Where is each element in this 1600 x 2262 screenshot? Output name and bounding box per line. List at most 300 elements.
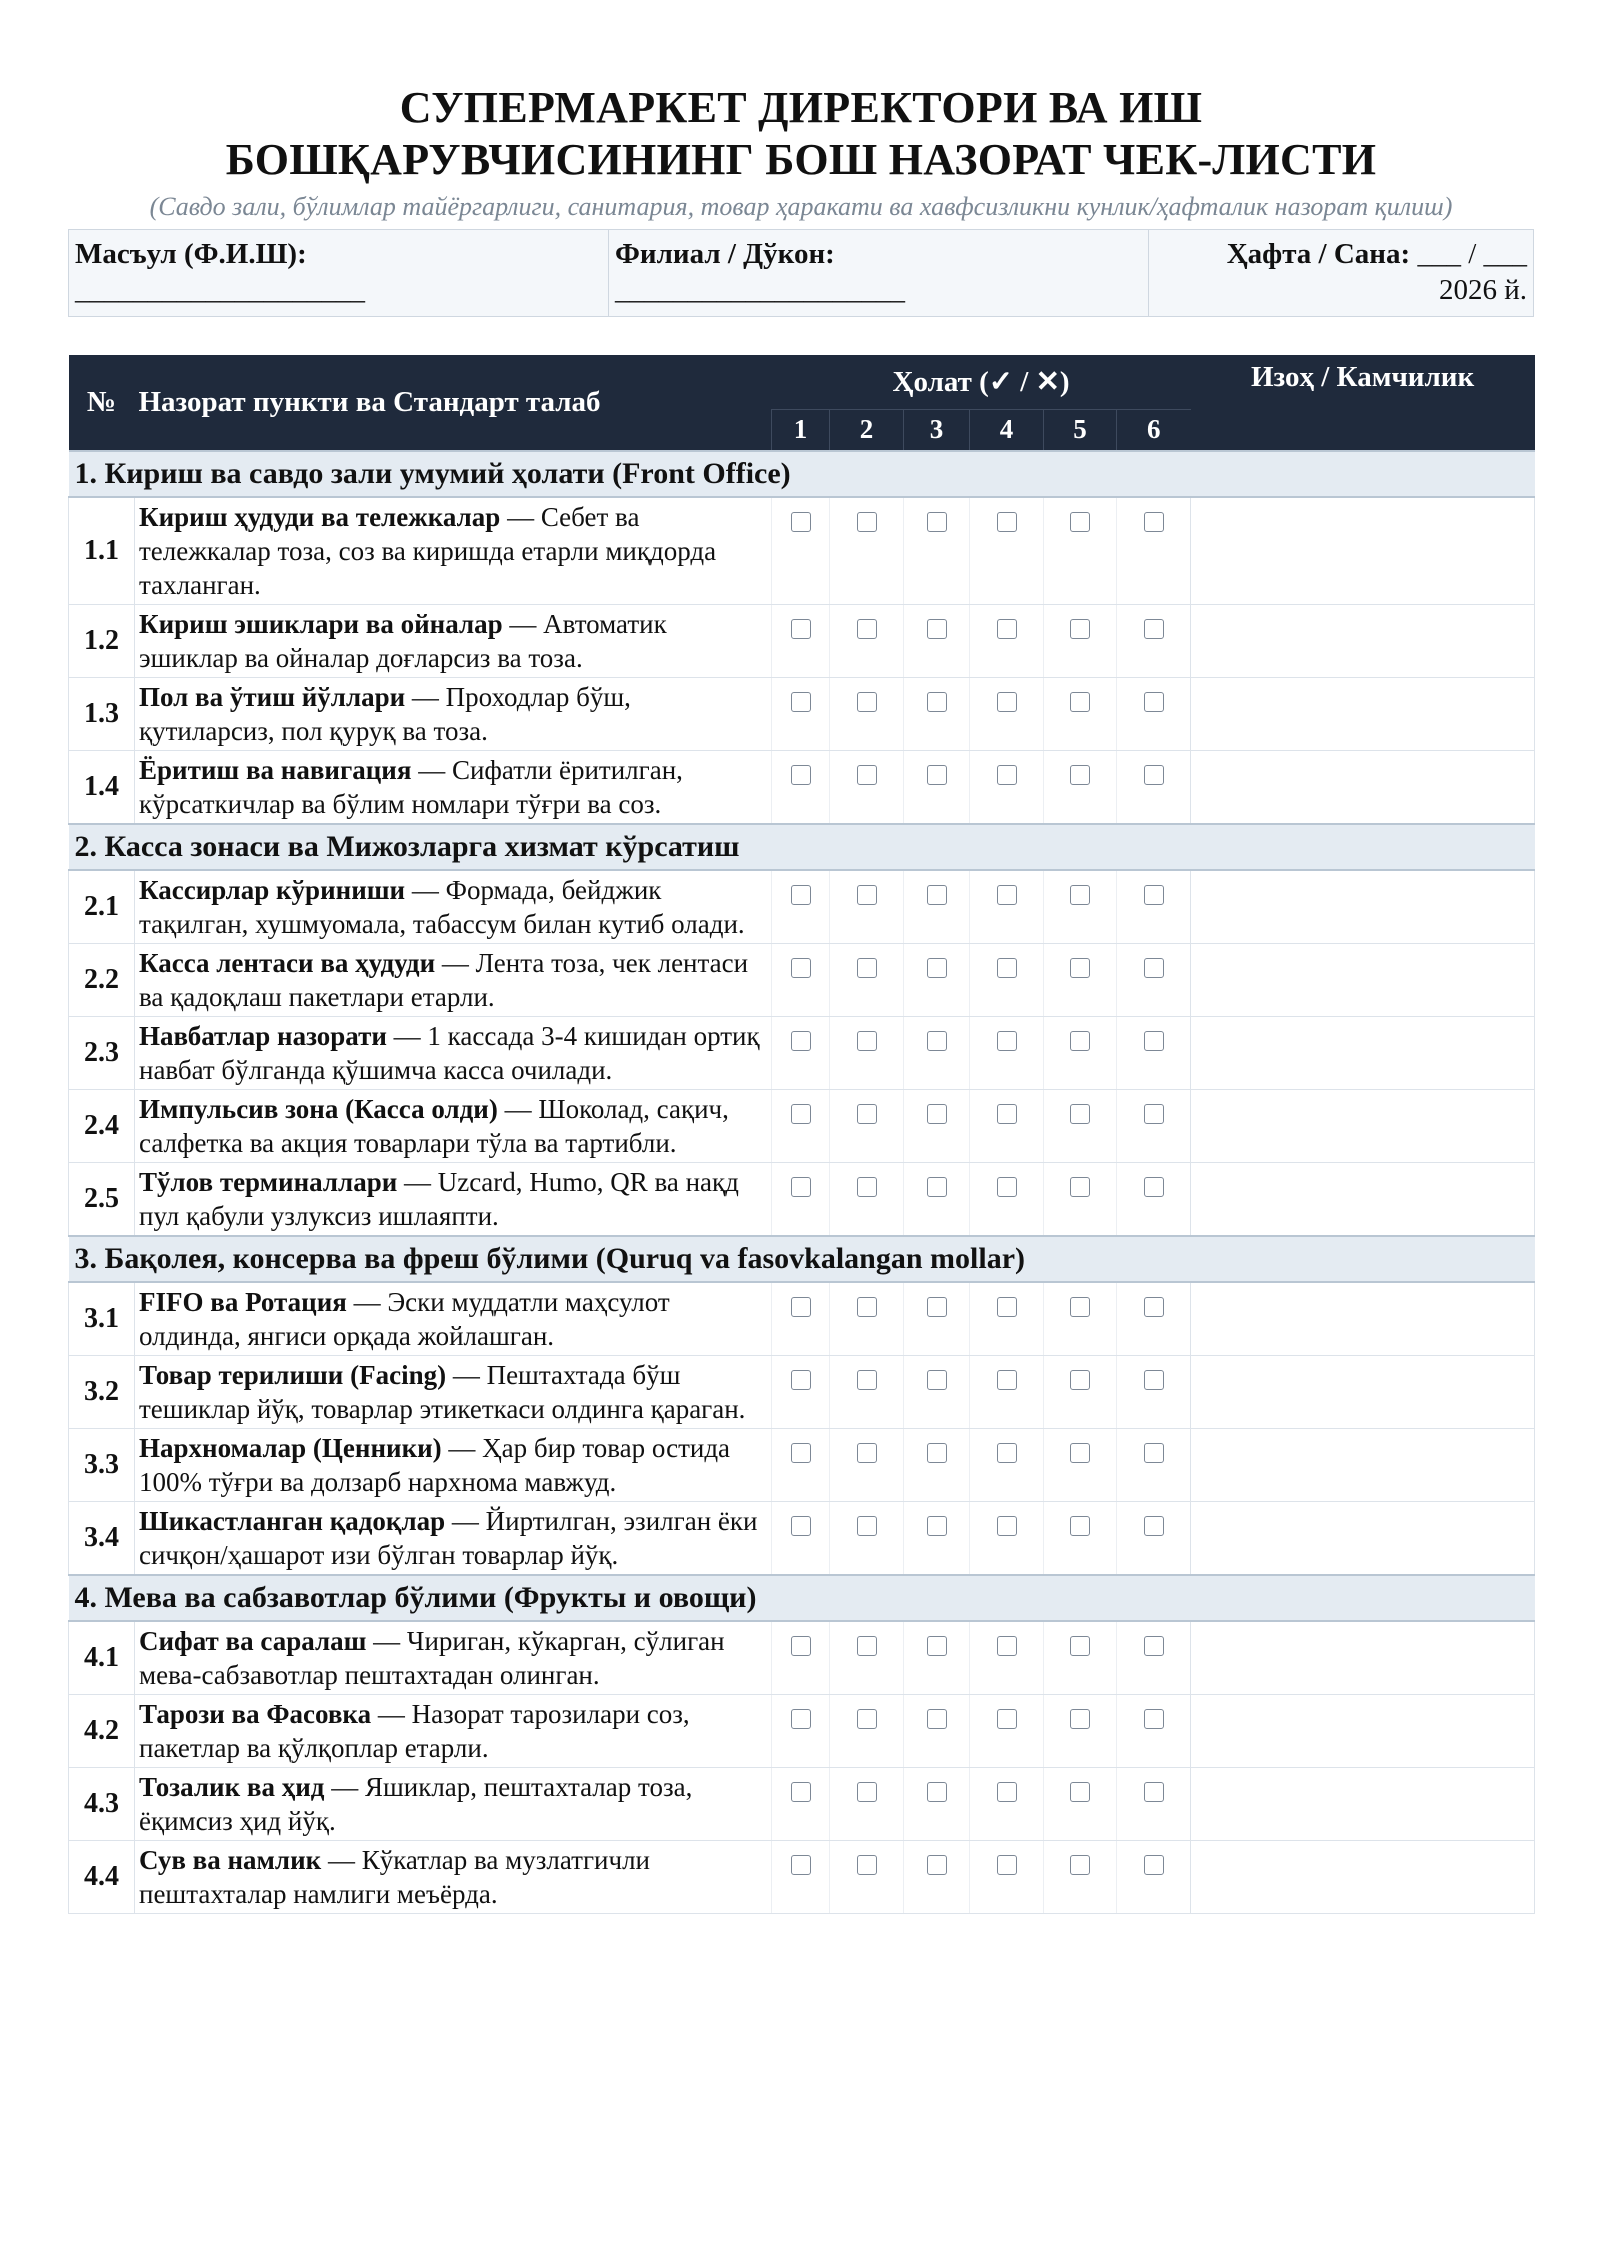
item-number: 4.2 [69, 1695, 135, 1768]
checkbox-day-6[interactable] [1144, 1104, 1164, 1124]
checkbox-day-6[interactable] [1144, 619, 1164, 639]
day-cell [904, 1356, 970, 1429]
item-title: Сув ва намлик [139, 1845, 322, 1875]
checkbox-day-5[interactable] [1070, 1516, 1090, 1536]
checkbox-day-6[interactable] [1144, 1297, 1164, 1317]
checkbox-day-2[interactable] [857, 1370, 877, 1390]
day-cell [904, 605, 970, 678]
day-cell [1044, 678, 1117, 751]
checkbox-day-5[interactable] [1070, 765, 1090, 785]
item-description: — Яшиклар, пештахталар тоза, ёқимсиз ҳид йўқ. [139, 1772, 693, 1836]
day-cell [904, 1163, 970, 1237]
day-cell [1117, 1356, 1191, 1429]
item-number: 4.1 [69, 1621, 135, 1695]
day-cell [772, 1356, 830, 1429]
item-title: Товар терилиши (Facing) [139, 1360, 447, 1390]
checkbox-day-4[interactable] [997, 1031, 1017, 1051]
day-cell [1044, 1163, 1117, 1237]
checkbox-day-3[interactable] [927, 692, 947, 712]
checkbox-day-4[interactable] [997, 885, 1017, 905]
note-cell[interactable] [1191, 1768, 1535, 1841]
day-cell [904, 944, 970, 1017]
day-cell [1044, 1621, 1117, 1695]
day-cell [1117, 870, 1191, 944]
item-description: — Шоколад, сақич, салфетка ва акция товарлари тўла ва тартибли. [139, 1094, 729, 1158]
item-text [135, 1768, 772, 1841]
checkbox-day-2[interactable] [857, 1031, 877, 1051]
day-cell [772, 751, 830, 825]
checkbox-day-5[interactable] [1070, 885, 1090, 905]
checkbox-day-2[interactable] [857, 1782, 877, 1802]
section-title: 1. Кириш ва савдо зали умумий ҳолати (Front Office) [69, 451, 1535, 497]
checkbox-day-4[interactable] [997, 1297, 1017, 1317]
checkbox-day-2[interactable] [857, 1855, 877, 1875]
day-cell [970, 870, 1044, 944]
day-cell [1044, 870, 1117, 944]
checkbox-day-1[interactable] [791, 1443, 811, 1463]
checkbox-day-2[interactable] [857, 1104, 877, 1124]
checkbox-day-5[interactable] [1070, 1855, 1090, 1875]
day-cell [772, 1429, 830, 1502]
note-cell[interactable] [1191, 751, 1535, 825]
checkbox-day-6[interactable] [1144, 1516, 1164, 1536]
day-cell [772, 678, 830, 751]
note-cell[interactable] [1191, 870, 1535, 944]
day-cell [772, 1841, 830, 1914]
day-cell [1117, 1621, 1191, 1695]
day-cell [970, 1695, 1044, 1768]
checkbox-day-6[interactable] [1144, 1782, 1164, 1802]
responsible-field[interactable] [69, 230, 609, 316]
checkbox-day-2[interactable] [857, 958, 877, 978]
item-number: 3.1 [69, 1282, 135, 1356]
day-cell [1044, 1695, 1117, 1768]
day-cell [830, 1163, 904, 1237]
checkbox-day-6[interactable] [1144, 765, 1164, 785]
branch-field[interactable] [609, 230, 1149, 316]
note-cell[interactable] [1191, 605, 1535, 678]
table-row [69, 605, 1535, 678]
page-subtitle: (Савдо зали, бўлимлар тайёргарлиги, санитария, товар ҳаракати ва хавфсизликни кунлик/ҳафталик назорат қилиш) [149, 192, 1453, 221]
checkbox-day-4[interactable] [997, 1370, 1017, 1390]
item-number: 3.4 [69, 1502, 135, 1576]
checkbox-day-2[interactable] [857, 765, 877, 785]
checkbox-day-4[interactable] [997, 1709, 1017, 1729]
checkbox-day-4[interactable] [997, 765, 1017, 785]
item-title: Пол ва ўтиш йўллари [139, 682, 406, 712]
table-row [69, 1502, 1535, 1576]
note-cell[interactable] [1191, 1502, 1535, 1576]
checkbox-day-4[interactable] [997, 958, 1017, 978]
item-number: 1.1 [69, 497, 135, 605]
day-cell [830, 751, 904, 825]
checkbox-day-1[interactable] [791, 1297, 811, 1317]
checkbox-day-2[interactable] [857, 512, 877, 532]
checkbox-day-2[interactable] [857, 1443, 877, 1463]
year-label: 2026 й. [1438, 274, 1527, 306]
header-day-4: 4 [970, 409, 1044, 451]
checkbox-day-1[interactable] [791, 885, 811, 905]
section-title: 4. Мева ва сабзавотлар бўлими (Фрукты и овощи) [69, 1575, 1535, 1621]
item-description: — Проходлар бўш, қутиларсиз, пол қуруқ ва тоза. [139, 682, 631, 746]
checkbox-day-3[interactable] [927, 1516, 947, 1536]
day-cell [970, 1841, 1044, 1914]
table-row [69, 1621, 1535, 1695]
checkbox-day-4[interactable] [997, 1443, 1017, 1463]
day-cell [772, 1695, 830, 1768]
table-row [69, 1356, 1535, 1429]
day-cell [1117, 1768, 1191, 1841]
table-row [69, 1695, 1535, 1768]
item-text [135, 497, 772, 605]
section-header [69, 824, 1535, 870]
checkbox-day-1[interactable] [791, 1782, 811, 1802]
table-row [69, 1282, 1535, 1356]
note-cell[interactable] [1191, 1695, 1535, 1768]
item-number: 3.3 [69, 1429, 135, 1502]
note-cell[interactable] [1191, 1356, 1535, 1429]
day-cell [970, 751, 1044, 825]
note-cell[interactable] [1191, 1841, 1535, 1914]
item-text [135, 1163, 772, 1237]
responsible-blank: ____________________ [75, 274, 365, 306]
day-cell [830, 1090, 904, 1163]
checkbox-day-6[interactable] [1144, 512, 1164, 532]
checkbox-day-4[interactable] [997, 619, 1017, 639]
checkbox-day-2[interactable] [857, 1709, 877, 1729]
checkbox-day-3[interactable] [927, 765, 947, 785]
checkbox-day-1[interactable] [791, 1031, 811, 1051]
day-cell [830, 497, 904, 605]
checkbox-day-1[interactable] [791, 1709, 811, 1729]
day-cell [1117, 1163, 1191, 1237]
responsible-label: Масъул (Ф.И.Ш): [75, 238, 307, 270]
checkbox-day-4[interactable] [997, 1855, 1017, 1875]
table-row [69, 1017, 1535, 1090]
checkbox-day-3[interactable] [927, 1855, 947, 1875]
checkbox-day-4[interactable] [997, 1104, 1017, 1124]
checkbox-day-5[interactable] [1070, 1177, 1090, 1197]
day-cell [1117, 1695, 1191, 1768]
checkbox-day-6[interactable] [1144, 692, 1164, 712]
item-text [135, 1841, 772, 1914]
day-cell [904, 1090, 970, 1163]
checkbox-day-2[interactable] [857, 1297, 877, 1317]
checkbox-day-2[interactable] [857, 692, 877, 712]
day-cell [830, 605, 904, 678]
table-row [69, 1841, 1535, 1914]
day-cell [830, 1841, 904, 1914]
checkbox-day-1[interactable] [791, 1104, 811, 1124]
checkbox-day-5[interactable] [1070, 1782, 1090, 1802]
day-cell [970, 497, 1044, 605]
day-cell [1117, 1017, 1191, 1090]
item-description: — Сифатли ёритилган, кўрсаткичлар ва бўлим номлари тўғри ва соз. [139, 755, 683, 819]
checkbox-day-5[interactable] [1070, 1104, 1090, 1124]
item-number: 2.2 [69, 944, 135, 1017]
day-cell [904, 1282, 970, 1356]
checkbox-day-3[interactable] [927, 885, 947, 905]
table-row [69, 1163, 1535, 1237]
checkbox-day-6[interactable] [1144, 1855, 1164, 1875]
day-cell [970, 605, 1044, 678]
day-cell [1044, 497, 1117, 605]
checkbox-day-3[interactable] [927, 1177, 947, 1197]
checkbox-day-6[interactable] [1144, 885, 1164, 905]
checkbox-day-3[interactable] [927, 958, 947, 978]
day-cell [904, 1017, 970, 1090]
branch-blank: ____________________ [615, 274, 905, 306]
checkbox-day-2[interactable] [857, 619, 877, 639]
day-cell [1044, 1768, 1117, 1841]
item-text [135, 1502, 772, 1576]
checkbox-day-4[interactable] [997, 512, 1017, 532]
header-note: Изоҳ / Камчилик [1191, 355, 1535, 451]
checkbox-day-6[interactable] [1144, 958, 1164, 978]
checkbox-day-5[interactable] [1070, 1370, 1090, 1390]
note-cell[interactable] [1191, 1163, 1535, 1237]
checkbox-day-3[interactable] [927, 1370, 947, 1390]
item-description: — Йиртилган, эзилган ёки сичқон/ҳашарот изи бўлган товарлар йўқ. [139, 1506, 758, 1570]
item-text [135, 1017, 772, 1090]
item-description: — Назорат тарозилари соз, пакетлар ва қўлқоплар етарли. [139, 1699, 690, 1763]
day-cell [772, 1163, 830, 1237]
checkbox-day-4[interactable] [997, 1516, 1017, 1536]
day-cell [904, 497, 970, 605]
day-cell [970, 1768, 1044, 1841]
item-title: FIFO ва Ротация [139, 1287, 347, 1317]
item-number: 2.5 [69, 1163, 135, 1237]
item-description: — Ҳар бир товар остида 100% тўғри ва долзарб нархнома мавжуд. [139, 1433, 731, 1497]
item-text [135, 1090, 772, 1163]
item-number: 1.2 [69, 605, 135, 678]
checkbox-day-1[interactable] [791, 1636, 811, 1656]
checkbox-day-6[interactable] [1144, 1636, 1164, 1656]
checkbox-day-4[interactable] [997, 1636, 1017, 1656]
day-cell [830, 1356, 904, 1429]
item-number: 1.4 [69, 751, 135, 825]
checkbox-day-3[interactable] [927, 1031, 947, 1051]
header-day-6: 6 [1117, 409, 1191, 451]
note-cell[interactable] [1191, 944, 1535, 1017]
day-cell [772, 1621, 830, 1695]
table-row [69, 1429, 1535, 1502]
checkbox-day-5[interactable] [1070, 512, 1090, 532]
item-number: 2.1 [69, 870, 135, 944]
checkbox-day-3[interactable] [927, 619, 947, 639]
checkbox-day-1[interactable] [791, 1855, 811, 1875]
day-cell [904, 1502, 970, 1576]
info-block [68, 229, 1534, 317]
day-cell [772, 1282, 830, 1356]
day-cell [830, 1429, 904, 1502]
day-cell [970, 1429, 1044, 1502]
note-cell[interactable] [1191, 1090, 1535, 1163]
note-cell[interactable] [1191, 1017, 1535, 1090]
item-title: Нархномалар (Ценники) [139, 1433, 442, 1463]
day-cell [904, 1768, 970, 1841]
checkbox-day-1[interactable] [791, 1177, 811, 1197]
item-title: Тарози ва Фасовка [139, 1699, 372, 1729]
checkbox-day-2[interactable] [857, 1516, 877, 1536]
day-cell [1044, 1017, 1117, 1090]
note-cell[interactable] [1191, 678, 1535, 751]
item-text [135, 1356, 772, 1429]
day-cell [904, 1695, 970, 1768]
day-cell [1117, 1090, 1191, 1163]
checkbox-day-6[interactable] [1144, 1177, 1164, 1197]
checkbox-day-5[interactable] [1070, 1636, 1090, 1656]
day-cell [1044, 1429, 1117, 1502]
table-row [69, 497, 1535, 605]
section-title: 2. Касса зонаси ва Мижозларга хизмат кўрсатиш [69, 824, 1535, 870]
checkbox-day-3[interactable] [927, 1443, 947, 1463]
item-text [135, 1695, 772, 1768]
checkbox-day-5[interactable] [1070, 692, 1090, 712]
day-cell [830, 1768, 904, 1841]
section-header [69, 451, 1535, 497]
item-number: 1.3 [69, 678, 135, 751]
day-cell [1117, 497, 1191, 605]
day-cell [830, 870, 904, 944]
day-cell [970, 1282, 1044, 1356]
item-description: — Чириган, кўкарган, сўлиган мева-сабзавотлар пештахтадан олинган. [139, 1626, 725, 1690]
checkbox-day-6[interactable] [1144, 1031, 1164, 1051]
item-number: 4.3 [69, 1768, 135, 1841]
checkbox-day-3[interactable] [927, 1104, 947, 1124]
day-cell [772, 944, 830, 1017]
day-cell [1044, 605, 1117, 678]
item-text [135, 870, 772, 944]
item-text [135, 1621, 772, 1695]
day-cell [1117, 1841, 1191, 1914]
checkbox-day-5[interactable] [1070, 1443, 1090, 1463]
note-cell[interactable] [1191, 497, 1535, 605]
day-cell [970, 944, 1044, 1017]
checkbox-day-3[interactable] [927, 512, 947, 532]
title-line-1: СУПЕРМАРКЕТ ДИРЕКТОРИ ВА ИШ [399, 83, 1203, 132]
header-day-5: 5 [1044, 409, 1117, 451]
item-description: — 1 кассада 3-4 кишидан ортиқ навбат бўлганда қўшимча касса очилади. [139, 1021, 760, 1085]
checkbox-day-1[interactable] [791, 512, 811, 532]
day-cell [830, 944, 904, 1017]
item-description: — Формада, бейджик тақилган, хушмуомала, табассум билан кутиб олади. [139, 875, 745, 939]
checkbox-day-3[interactable] [927, 1782, 947, 1802]
day-cell [772, 1502, 830, 1576]
day-cell [1117, 1502, 1191, 1576]
header-day-2: 2 [830, 409, 904, 451]
note-cell[interactable] [1191, 1429, 1535, 1502]
table-row [69, 870, 1535, 944]
day-cell [1117, 751, 1191, 825]
checkbox-day-5[interactable] [1070, 958, 1090, 978]
day-cell [772, 1090, 830, 1163]
day-cell [830, 1621, 904, 1695]
item-text [135, 751, 772, 825]
header-num: № [69, 355, 135, 451]
table-row [69, 751, 1535, 825]
day-cell [1117, 1282, 1191, 1356]
item-number: 4.4 [69, 1841, 135, 1914]
day-cell [970, 1163, 1044, 1237]
day-cell [904, 678, 970, 751]
item-text [135, 1429, 772, 1502]
day-cell [904, 1621, 970, 1695]
checkbox-day-1[interactable] [791, 1370, 811, 1390]
day-cell [970, 678, 1044, 751]
checkbox-day-1[interactable] [791, 958, 811, 978]
checkbox-day-1[interactable] [791, 765, 811, 785]
day-cell [1044, 1841, 1117, 1914]
item-number: 2.4 [69, 1090, 135, 1163]
item-description: — Пештахтада бўш тешиклар йўқ, товарлар этикеткаси олдинга қараган. [139, 1360, 746, 1424]
day-cell [904, 1429, 970, 1502]
checkbox-day-2[interactable] [857, 885, 877, 905]
day-cell [970, 1356, 1044, 1429]
checkbox-day-4[interactable] [997, 692, 1017, 712]
checkbox-day-4[interactable] [997, 1177, 1017, 1197]
checkbox-day-3[interactable] [927, 1636, 947, 1656]
checkbox-day-2[interactable] [857, 1177, 877, 1197]
header-status: Ҳолат (✓ / ✕) [772, 355, 1191, 409]
date-label: Ҳафта / Сана: [1226, 238, 1411, 270]
day-cell [1117, 678, 1191, 751]
item-description: — Эски муддатли маҳсулот олдинда, янгиси орқада жойлашган. [139, 1287, 670, 1351]
checkbox-day-5[interactable] [1070, 1031, 1090, 1051]
item-description: — Себет ва тележкалар тоза, соз ва киришда етарли миқдорда тахланган. [139, 502, 717, 600]
day-cell [772, 870, 830, 944]
day-cell [1044, 1282, 1117, 1356]
checkbox-day-5[interactable] [1070, 619, 1090, 639]
day-cell [772, 605, 830, 678]
day-cell [1117, 1429, 1191, 1502]
day-cell [1044, 1356, 1117, 1429]
checkbox-day-6[interactable] [1144, 1709, 1164, 1729]
section-header [69, 1575, 1535, 1621]
day-cell [1044, 944, 1117, 1017]
table-body [69, 451, 1535, 1914]
item-description: — Автоматик эшиклар ва ойналар доғларсиз ва тоза. [139, 609, 667, 673]
item-title: Навбатлар назорати [139, 1021, 387, 1051]
checkbox-day-1[interactable] [791, 619, 811, 639]
item-number: 3.2 [69, 1356, 135, 1429]
item-description: — Кўкатлар ва музлатгичли пештахталар намлиги меъёрда. [139, 1845, 651, 1909]
day-cell [904, 1841, 970, 1914]
checkbox-day-6[interactable] [1144, 1370, 1164, 1390]
day-cell [970, 1502, 1044, 1576]
date-field[interactable] [1149, 230, 1533, 316]
checkbox-day-3[interactable] [927, 1709, 947, 1729]
checkbox-day-3[interactable] [927, 1297, 947, 1317]
checkbox-day-1[interactable] [791, 1516, 811, 1536]
day-cell [830, 1695, 904, 1768]
checkbox-day-4[interactable] [997, 1782, 1017, 1802]
day-cell [1044, 1502, 1117, 1576]
header-day-3: 3 [904, 409, 970, 451]
note-cell[interactable] [1191, 1621, 1535, 1695]
date-blank: ___ / ___ [1417, 238, 1527, 270]
checkbox-day-6[interactable] [1144, 1443, 1164, 1463]
checkbox-day-2[interactable] [857, 1636, 877, 1656]
table-row [69, 1090, 1535, 1163]
day-cell [772, 497, 830, 605]
day-cell [772, 1017, 830, 1090]
checkbox-day-5[interactable] [1070, 1297, 1090, 1317]
checkbox-day-1[interactable] [791, 692, 811, 712]
checkbox-day-5[interactable] [1070, 1709, 1090, 1729]
note-cell[interactable] [1191, 1282, 1535, 1356]
table-row [69, 678, 1535, 751]
